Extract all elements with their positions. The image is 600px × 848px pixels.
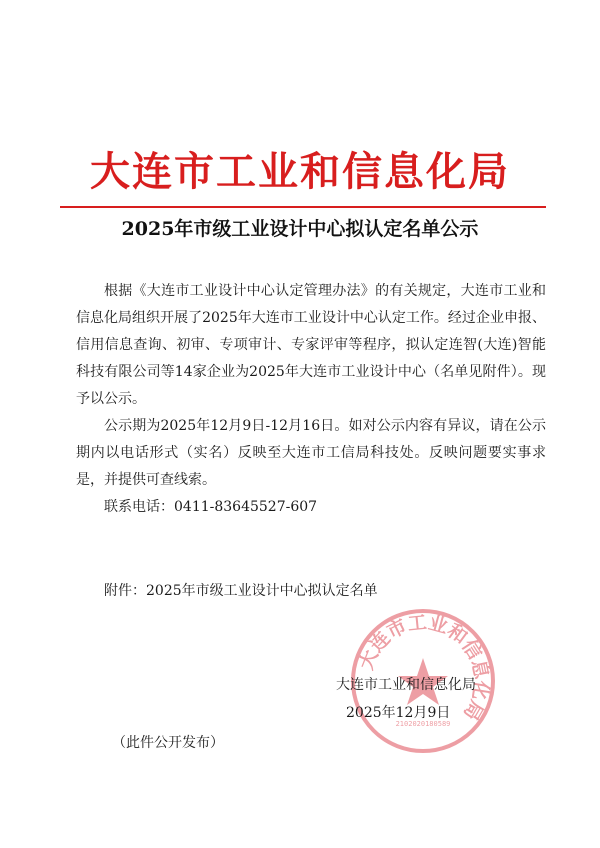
document-title: 2025年市级工业设计中心拟认定名单公示: [121, 218, 479, 240]
attachment-line: 附件：2025年市级工业设计中心拟认定名单: [104, 583, 378, 599]
svg-text:2102020180589: 2102020180589: [395, 720, 451, 728]
letterhead-title: 大连市工业和信息化局: [90, 148, 510, 195]
paragraph-1: 根据《大连市工业设计中心认定管理办法》的有关规定，大连市工业和信息化局组织开展了2025年大连市工业设计中心认定工作。经过企业申报、信用信息查询、初审、专项审计、专家评审等程序，拟认定连智(大连)智能科技有限公司等14家企业为2025年大连市工业设计中心（名单见附件）。现予以公示。: [76, 283, 546, 407]
paragraph-2: 公示期为2025年12月9日-12月16日。如对公示内容有异议，请在公示期内以电话形式（实名）反映至大连市工信局科技处。反映问题要实事求是，并提供可查线索。: [76, 418, 546, 488]
red-divider-line: [60, 206, 546, 208]
signer-organization: 大连市工业和信息化局: [336, 677, 476, 693]
public-release-note: （此件公开发布）: [112, 735, 224, 751]
contact-phone: 联系电话：0411-83645527-607: [104, 499, 318, 515]
body-text: [76, 278, 546, 521]
signing-date: 2025年12月9日: [346, 705, 451, 721]
svg-text:大连市工业和信息化局: 大连市工业和信息化局: [355, 611, 493, 724]
